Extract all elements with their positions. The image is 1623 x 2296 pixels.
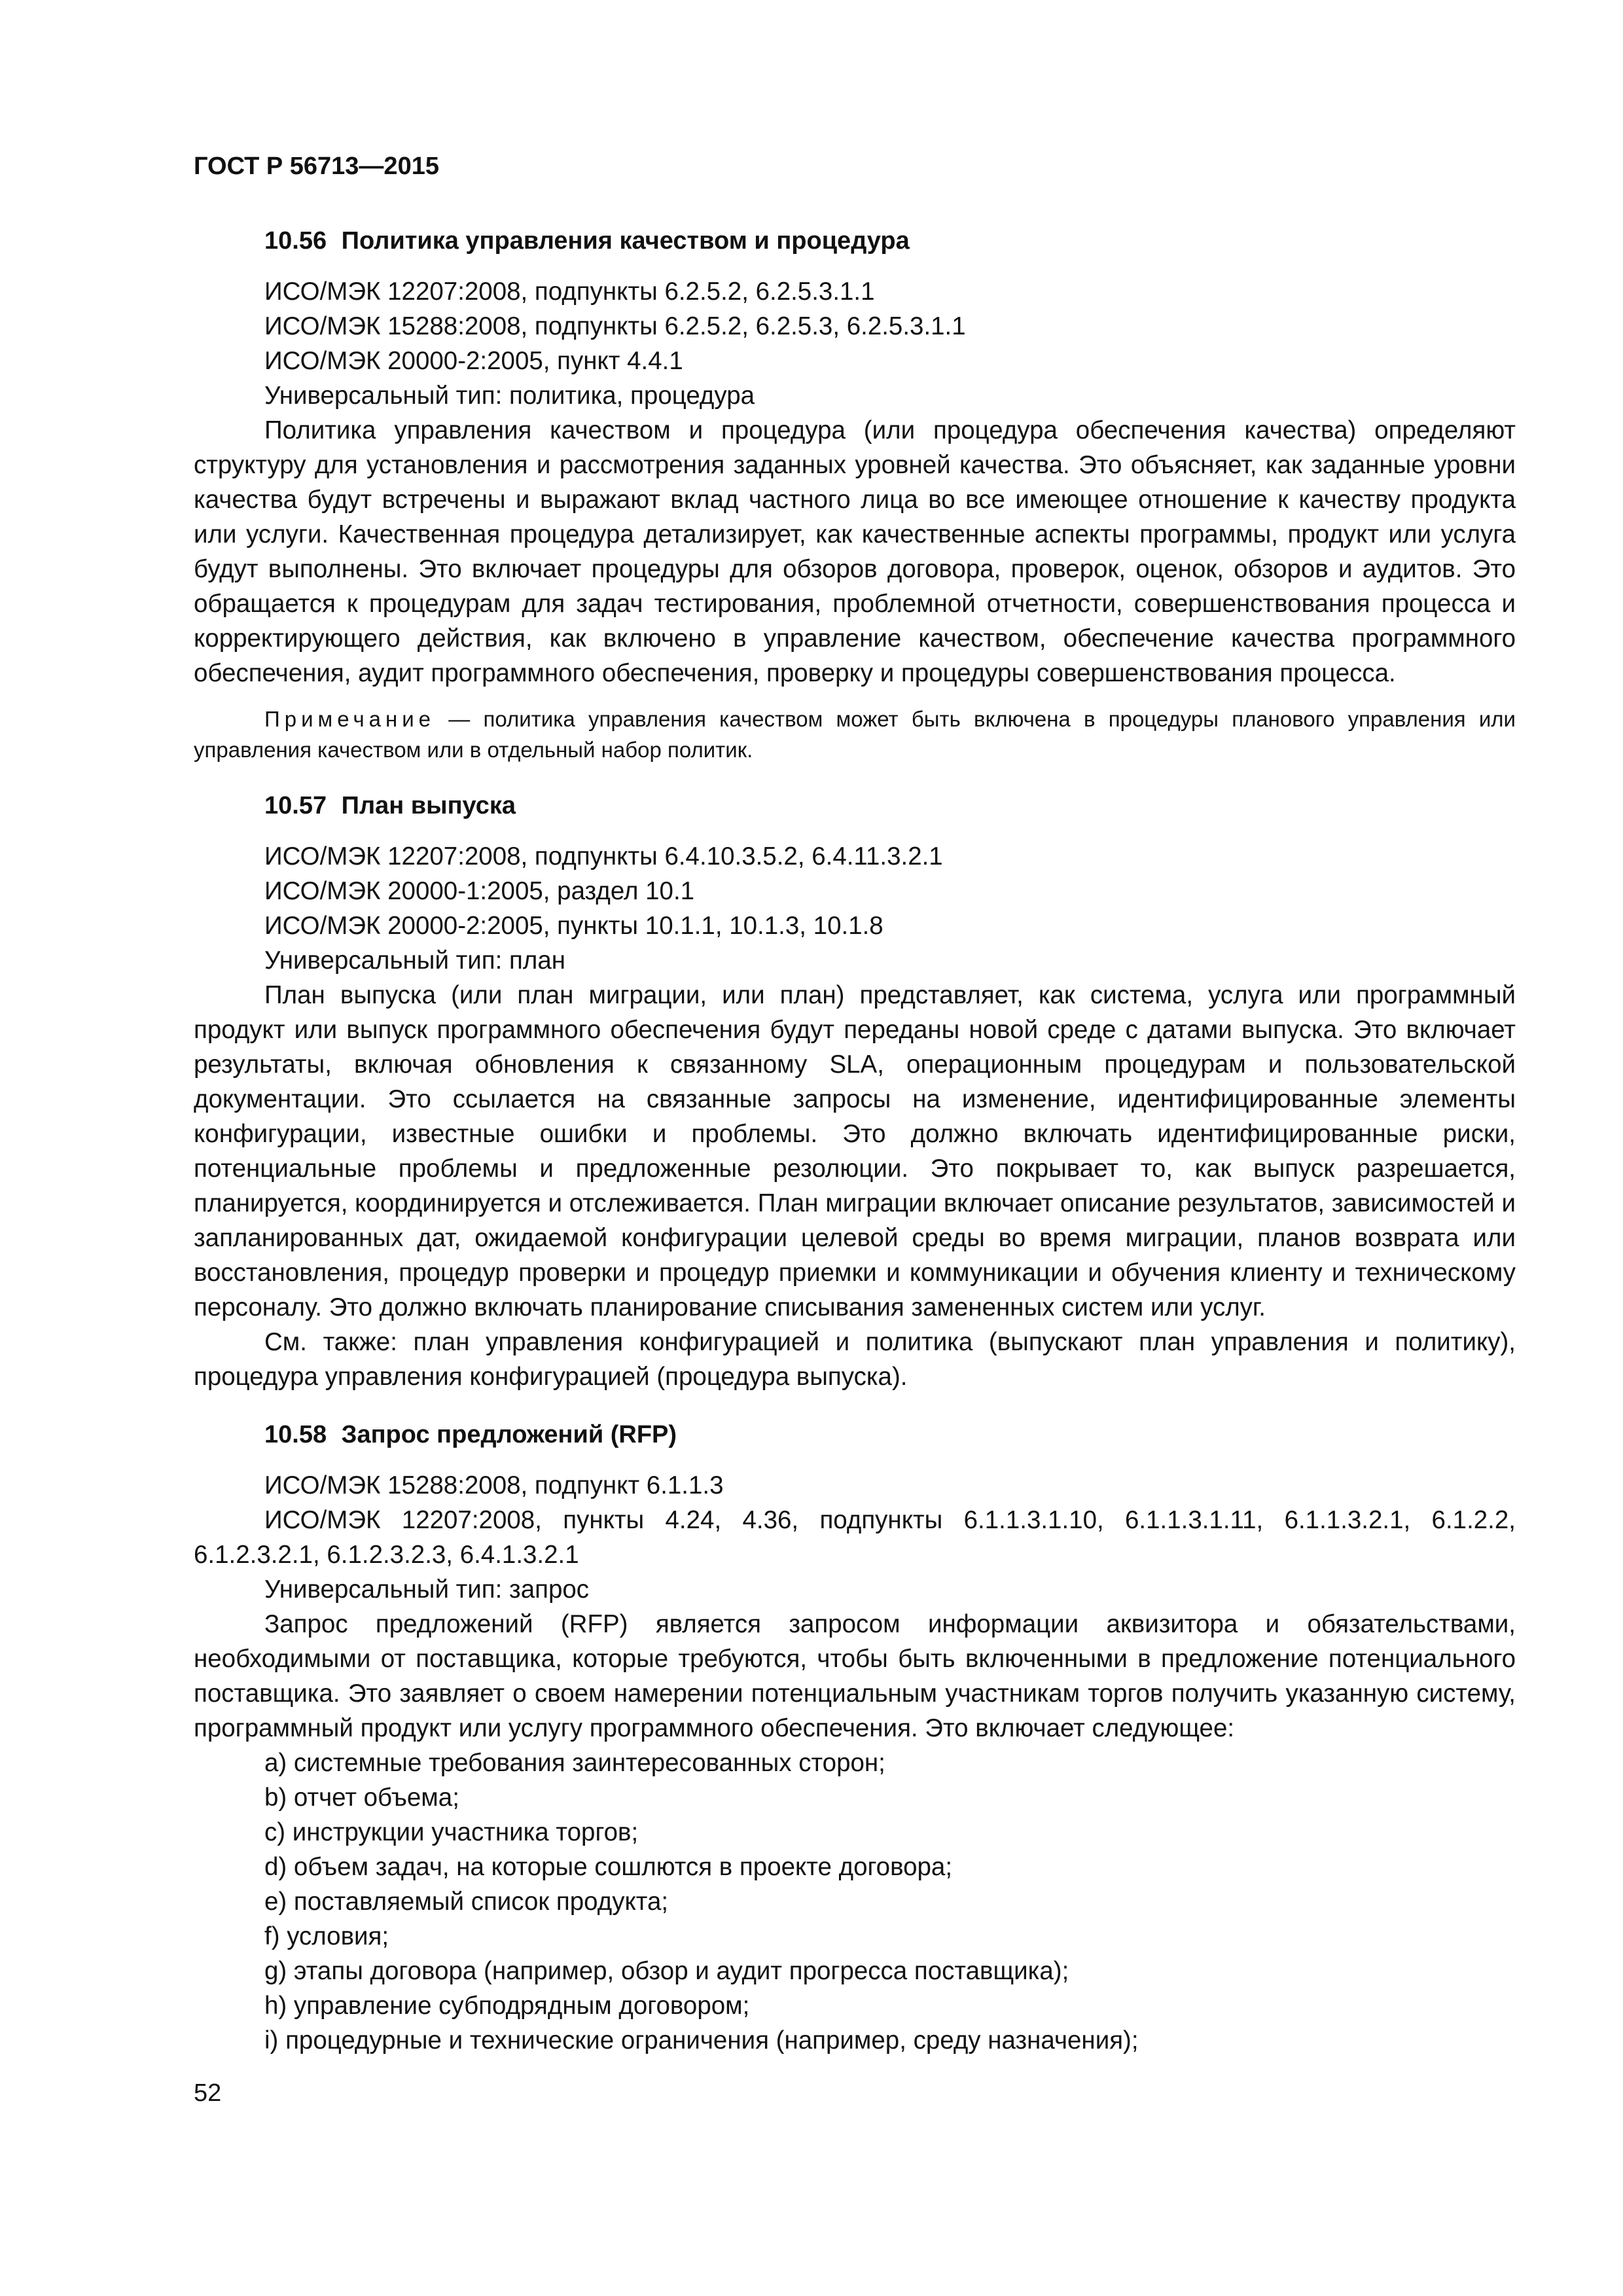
section-number: 10.57 xyxy=(264,792,327,819)
body-paragraph: План выпуска (или план миграции, или план) представляет, как система, услуга или программный продукт или выпуск программного обеспечения будут переданы новой среде с датами выпуска. Это включает результаты, включая обновления к связанному SLA, операционным процедурам и пользовательской документации. Это ссылается на связанные запросы на изменение, идентифицированные элементы конфигурации, известные ошибки и проблемы. Это должно включать идентифицированные риски, потенциальные проблемы и предложенные резолюции. Это покрывает то, как выпуск разрешается, планируется, координируется и отслеживается. План миграции включает описание результатов, зависимостей и запланированных дат, ожидаемой конфигурации целевой среды во время миграции, планов возврата или восстановления, процедур проверки и процедур приемки и коммуникации и обучения клиенту и техническому персоналу. Это должно включать планирование списывания замененных систем или услуг. xyxy=(194,981,1516,1321)
section-title: Запрос предложений (RFP) xyxy=(341,1421,677,1448)
reference-line: ИСО/МЭК 12207:2008, подпункты 6.4.10.3.5.2, 6.4.11.3.2.1 xyxy=(264,842,943,870)
reference-line: ИСО/МЭК 20000-2:2005, пункты 10.1.1, 10.1.3, 10.1.8 xyxy=(264,912,883,940)
document-content xyxy=(194,224,1516,2058)
see-also-paragraph: См. также: план управления конфигурацией и политика (выпускают план управления и политику), процедура управления конфигурацией (процедура выпуска). xyxy=(194,1328,1516,1391)
list-item: c) инструкции участника торгов; xyxy=(264,1818,639,1846)
section-title: Политика управления качеством и процедура xyxy=(341,227,910,255)
reference-line: ИСО/МЭК 12207:2008, подпункты 6.2.5.2, 6.2.5.3.1.1 xyxy=(264,278,875,306)
universal-type-line: Универсальный тип: запрос xyxy=(264,1575,590,1604)
body-paragraph: Запрос предложений (RFP) является запросом информации аквизитора и обязательствами, необходимыми от поставщика, которые требуются, чтобы быть включенными в предложение потенциального поставщика. Это заявляет о своем намерении потенциальным участникам торгов получить указанную систему, программный продукт или услугу программного обеспечения. Это включает следующее: xyxy=(194,1610,1516,1742)
list-item: h) управление субподрядным договором; xyxy=(264,1992,750,2020)
list-item: b) отчет объема; xyxy=(264,1784,459,1812)
list-item: a) системные требования заинтересованных сторон; xyxy=(264,1749,885,1777)
list-item: g) этапы договора (например, обзор и аудит прогресса поставщика); xyxy=(264,1957,1069,1985)
section-number: 10.56 xyxy=(264,227,327,255)
list-item: d) объем задач, на которые сошлются в проекте договора; xyxy=(264,1853,953,1881)
section-10-58 xyxy=(194,1418,1516,2058)
section-heading xyxy=(194,224,1516,259)
reference-line: ИСО/МЭК 15288:2008, подпункт 6.1.1.3 xyxy=(264,1471,724,1499)
section-number: 10.58 xyxy=(264,1421,327,1448)
reference-line: ИСО/МЭК 15288:2008, подпункты 6.2.5.2, 6.2.5.3, 6.2.5.3.1.1 xyxy=(264,312,966,340)
universal-type-line: Универсальный тип: политика, процедура xyxy=(264,382,755,410)
section-heading xyxy=(194,1418,1516,1452)
reference-paragraph: ИСО/МЭК 12207:2008, пункты 4.24, 4.36, подпункты 6.1.1.3.1.10, 6.1.1.3.1.11, 6.1.1.3.2.1, 6.1.2.2, 6.1.2.3.2.1, 6.1.2.3.2.3, 6.4.1.3.2.1 xyxy=(194,1506,1516,1569)
list-item: f) условия; xyxy=(264,1922,389,1950)
document-header: ГОСТ Р 56713—2015 xyxy=(194,152,439,180)
reference-line: ИСО/МЭК 20000-1:2005, раздел 10.1 xyxy=(264,877,695,905)
section-heading xyxy=(194,789,1516,823)
note-label: Примечание xyxy=(264,707,436,731)
body-paragraph: Политика управления качеством и процедура (или процедура обеспечения качества) определяют структуру для установления и рассмотрения заданных уровней качества. Это объясняет, как заданные уровни качества будут встречены и выражают вклад частного лица во все имеющее отношение к качеству продукта или услуги. Качественная процедура детализирует, как качественные аспекты программы, продукт или услуга будут выполнены. Это включает процедуры для обзоров договора, проверок, оценок, обзоров и аудитов. Это обращается к процедурам для задач тестирования, проблемной отчетности, совершенствования процесса и корректирующего действия, как включено в управление качеством, обеспечение качества программного обеспечения, аудит программного обеспечения, проверку и процедуры совершенствования процесса. xyxy=(194,416,1516,687)
list-item: i) процедурные и технические ограничения (например, среду назначения); xyxy=(264,2026,1139,2054)
section-title: План выпуска xyxy=(341,792,516,819)
reference-line: ИСО/МЭК 20000-2:2005, пункт 4.4.1 xyxy=(264,347,683,375)
note-text: — политика управления качеством может быть включена в процедуры планового управления или управления качеством или в отдельный набор политик. xyxy=(194,707,1516,762)
section-10-57 xyxy=(194,789,1516,1394)
section-10-56 xyxy=(194,224,1516,765)
note-paragraph xyxy=(194,704,1516,765)
list-item: e) поставляемый список продукта; xyxy=(264,1888,669,1916)
universal-type-line: Универсальный тип: план xyxy=(264,946,566,975)
page-number: 52 xyxy=(194,2079,222,2107)
